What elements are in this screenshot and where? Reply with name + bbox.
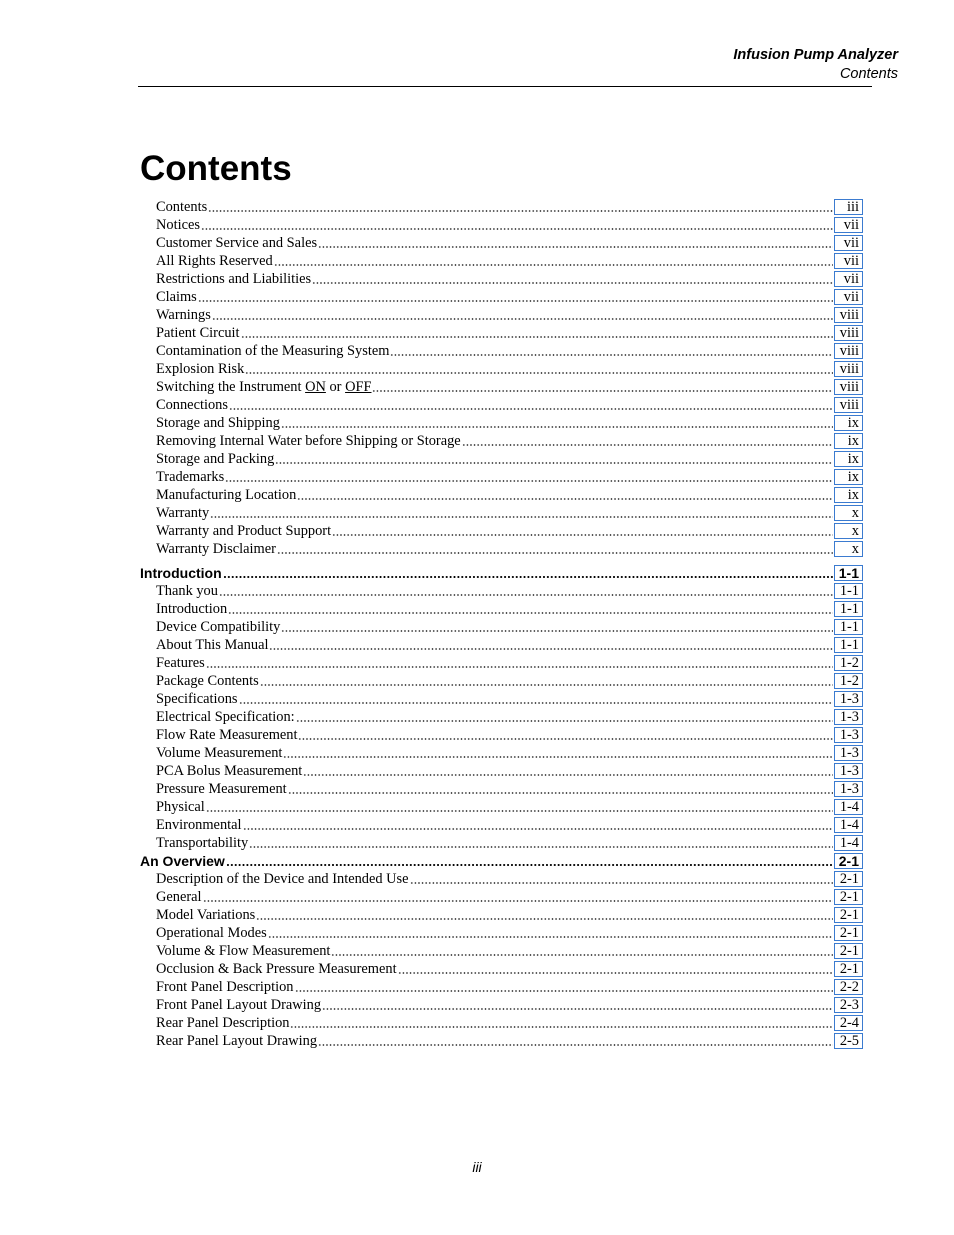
page-link[interactable]: viii xyxy=(834,397,863,413)
page-link[interactable]: viii xyxy=(834,343,863,359)
page-link[interactable]: x xyxy=(834,541,863,557)
toc-entry[interactable] xyxy=(140,942,863,960)
toc-entry-label: All Rights Reserved xyxy=(156,252,273,269)
dot-leader xyxy=(312,273,833,285)
dot-leader xyxy=(223,567,833,579)
toc-entry-label: An Overview xyxy=(140,853,225,869)
toc-entry-label: Device Compatibility xyxy=(156,618,281,635)
page-link[interactable]: 1-3 xyxy=(834,727,863,743)
page-link[interactable]: 1-4 xyxy=(834,835,863,851)
toc-entry-label: Storage and Shipping xyxy=(156,414,280,431)
page-link[interactable]: ix xyxy=(834,487,863,503)
toc-entry-label: Rear Panel Description xyxy=(156,1014,290,1031)
dot-leader xyxy=(212,309,833,321)
toc-entry-label: Trademarks xyxy=(156,468,225,485)
dot-leader xyxy=(295,981,834,993)
toc-entry-label: Description of the Device and Intended Use xyxy=(156,870,409,887)
toc-entry-label xyxy=(140,379,371,396)
toc-entry[interactable] xyxy=(140,504,863,522)
dot-leader xyxy=(226,855,833,867)
page-link[interactable]: 1-4 xyxy=(834,817,863,833)
dot-leader xyxy=(281,621,833,633)
dot-leader xyxy=(372,381,833,393)
toc-entry[interactable] xyxy=(140,216,863,234)
toc-entry-label: Operational Modes xyxy=(156,924,267,941)
toc-entry-label: Restrictions and Liabilities xyxy=(156,270,312,287)
toc-entry-label: Warranty Disclaimer xyxy=(156,540,276,557)
toc-entry-label: Thank you xyxy=(156,582,218,599)
dot-leader xyxy=(297,489,833,501)
dot-leader xyxy=(318,237,833,249)
toc-entry-label: Volume Measurement xyxy=(156,744,283,761)
toc-entry-label: Environmental xyxy=(156,816,242,833)
toc-entry-label: Warranty and Product Support xyxy=(156,522,332,539)
dot-leader xyxy=(462,435,833,447)
underlined-term: OFF xyxy=(345,378,372,395)
page-number: iii xyxy=(472,1159,482,1175)
toc-entry[interactable] xyxy=(140,744,863,762)
page-link[interactable]: 1-3 xyxy=(834,781,863,797)
dot-leader xyxy=(203,891,833,903)
toc-entry-label: Specifications xyxy=(156,690,238,707)
toc-entry[interactable] xyxy=(140,582,863,600)
toc-entry-label: Customer Service and Sales xyxy=(156,234,318,251)
dot-leader xyxy=(260,675,833,687)
dot-leader xyxy=(281,417,833,429)
page-link[interactable]: 1-4 xyxy=(834,799,863,815)
page-link[interactable]: 2-1 xyxy=(834,943,863,959)
dot-leader xyxy=(269,639,833,651)
page-title: Contents xyxy=(140,149,292,188)
toc-entry-label: Manufacturing Location xyxy=(156,486,297,503)
dot-leader xyxy=(410,873,833,885)
page-link[interactable]: vii xyxy=(834,235,863,251)
toc-entry-label: About This Manual xyxy=(156,636,269,653)
toc-entry[interactable] xyxy=(140,1014,863,1032)
toc-entry-label: Electrical Specification: xyxy=(156,708,295,725)
underlined-term: ON xyxy=(305,378,326,395)
page-link[interactable]: 2-1 xyxy=(834,853,863,869)
toc-entry-label: Rear Panel Layout Drawing xyxy=(156,1032,318,1049)
toc-entry[interactable] xyxy=(140,306,863,324)
dot-leader xyxy=(398,963,833,975)
page-link[interactable]: 1-1 xyxy=(834,601,863,617)
dot-leader xyxy=(256,909,833,921)
toc-entry[interactable] xyxy=(140,198,863,216)
page-link[interactable]: vii xyxy=(834,271,863,287)
document-title: Infusion Pump Analyzer xyxy=(733,47,898,63)
toc-entry[interactable] xyxy=(140,816,863,834)
toc-entry[interactable] xyxy=(140,396,863,414)
page-link[interactable]: 2-3 xyxy=(834,997,863,1013)
toc-entry[interactable] xyxy=(140,672,863,690)
toc-entry-label: Removing Internal Water before Shipping or Storage xyxy=(156,432,461,449)
dot-leader xyxy=(241,327,833,339)
toc-entry[interactable] xyxy=(140,978,863,996)
page-link[interactable]: viii xyxy=(834,361,863,377)
toc-entry[interactable] xyxy=(140,906,863,924)
toc-entry[interactable] xyxy=(140,1032,863,1050)
dot-leader xyxy=(201,219,833,231)
page-link[interactable]: 2-5 xyxy=(834,1033,863,1049)
toc-entry[interactable] xyxy=(140,834,863,852)
page-link[interactable]: ix xyxy=(834,451,863,467)
dot-leader xyxy=(283,747,833,759)
toc-entry[interactable] xyxy=(140,414,863,432)
page-link[interactable]: 2-4 xyxy=(834,1015,863,1031)
page-link[interactable]: 2-1 xyxy=(834,907,863,923)
toc-chapter-entry[interactable] xyxy=(140,564,863,582)
page-link[interactable]: vii xyxy=(834,289,863,305)
page-link[interactable]: vii xyxy=(834,253,863,269)
toc-entry-label: Volume & Flow Measurement xyxy=(156,942,331,959)
page-link[interactable]: 2-1 xyxy=(834,889,863,905)
toc-entry-label: PCA Bolus Measurement xyxy=(156,762,303,779)
toc-entry[interactable] xyxy=(140,324,863,342)
page-link[interactable]: 2-1 xyxy=(834,961,863,977)
page-link[interactable]: viii xyxy=(834,325,863,341)
toc-entry[interactable] xyxy=(140,486,863,504)
dot-leader xyxy=(208,201,833,213)
dot-leader xyxy=(274,255,833,267)
page-link[interactable]: x xyxy=(834,523,863,539)
toc-entry[interactable] xyxy=(140,636,863,654)
toc-entry-label: Flow Rate Measurement xyxy=(156,726,298,743)
toc-entry[interactable] xyxy=(140,762,863,780)
dot-leader xyxy=(206,801,833,813)
label-text: Switching the Instrument xyxy=(156,378,306,395)
toc-entry[interactable] xyxy=(140,540,863,558)
toc-entry[interactable] xyxy=(140,960,863,978)
dot-leader xyxy=(332,525,833,537)
toc-chapter-entry[interactable] xyxy=(140,852,863,870)
toc-entry[interactable] xyxy=(140,780,863,798)
page-link[interactable]: 1-1 xyxy=(834,619,863,635)
toc-entry-label: Model Variations xyxy=(156,906,256,923)
header-rule xyxy=(138,86,872,87)
toc-entry[interactable] xyxy=(140,288,863,306)
toc-entry-label: Introduction xyxy=(140,565,222,581)
dot-leader xyxy=(268,927,833,939)
page-link[interactable]: viii xyxy=(834,307,863,323)
toc-entry-label: Explosion Risk xyxy=(156,360,245,377)
dot-leader xyxy=(219,585,833,597)
toc-entry-label: Patient Circuit xyxy=(156,324,240,341)
page-link[interactable]: 1-2 xyxy=(834,655,863,671)
toc-entry[interactable] xyxy=(140,600,863,618)
dot-leader xyxy=(243,819,833,831)
toc-entry[interactable] xyxy=(140,360,863,378)
page-link[interactable]: 2-2 xyxy=(834,979,863,995)
dot-leader xyxy=(277,543,833,555)
page-link[interactable]: 2-1 xyxy=(834,871,863,887)
dot-leader xyxy=(296,711,833,723)
dot-leader xyxy=(298,729,833,741)
dot-leader xyxy=(318,1035,833,1047)
toc-entry-label: Package Contents xyxy=(156,672,259,689)
toc-entry-label: Connections xyxy=(156,396,228,413)
page-link[interactable]: 1-2 xyxy=(834,673,863,689)
page-link[interactable]: 1-3 xyxy=(834,709,863,725)
toc-entry[interactable] xyxy=(140,432,863,450)
toc-entry[interactable] xyxy=(140,654,863,672)
toc-entry[interactable] xyxy=(140,234,863,252)
toc-entry[interactable] xyxy=(140,708,863,726)
dot-leader xyxy=(290,1017,833,1029)
page-link[interactable]: 1-1 xyxy=(834,565,863,581)
page-link[interactable]: 1-3 xyxy=(834,691,863,707)
dot-leader xyxy=(303,765,833,777)
page-link[interactable]: 1-3 xyxy=(834,763,863,779)
dot-leader xyxy=(390,345,833,357)
toc-entry[interactable] xyxy=(140,522,863,540)
table-of-contents xyxy=(140,198,863,1050)
toc-entry[interactable] xyxy=(140,870,863,888)
page-link[interactable]: ix xyxy=(834,433,863,449)
toc-entry[interactable] xyxy=(140,888,863,906)
toc-entry[interactable] xyxy=(140,378,863,396)
toc-entry[interactable] xyxy=(140,726,863,744)
toc-entry-label: Occlusion & Back Pressure Measurement xyxy=(156,960,397,977)
toc-entry[interactable] xyxy=(140,252,863,270)
dot-leader xyxy=(288,783,833,795)
toc-entry-label: Features xyxy=(156,654,205,671)
toc-entry[interactable] xyxy=(140,450,863,468)
page-link[interactable]: viii xyxy=(834,379,863,395)
toc-entry[interactable] xyxy=(140,798,863,816)
dot-leader xyxy=(322,999,833,1011)
toc-entry[interactable] xyxy=(140,342,863,360)
dot-leader xyxy=(229,399,833,411)
dot-leader xyxy=(239,693,833,705)
page-link[interactable]: 1-3 xyxy=(834,745,863,761)
dot-leader xyxy=(331,945,833,957)
toc-entry[interactable] xyxy=(140,996,863,1014)
dot-leader xyxy=(198,291,833,303)
toc-entry-label: Transportability xyxy=(156,834,249,851)
toc-entry-label: Contents xyxy=(156,198,208,215)
dot-leader xyxy=(210,507,833,519)
toc-entry[interactable] xyxy=(140,618,863,636)
page-link[interactable]: ix xyxy=(834,415,863,431)
toc-entry-label: Physical xyxy=(156,798,205,815)
page-link[interactable]: vii xyxy=(834,217,863,233)
dot-leader xyxy=(275,453,833,465)
toc-entry-label: Claims xyxy=(156,288,197,305)
toc-entry[interactable] xyxy=(140,924,863,942)
toc-entry-label: Notices xyxy=(156,216,200,233)
toc-entry-label: Storage and Packing xyxy=(156,450,275,467)
label-text: or xyxy=(325,378,346,395)
toc-entry-label: Introduction xyxy=(156,600,228,617)
section-name: Contents xyxy=(839,66,898,82)
toc-entry-label: Pressure Measurement xyxy=(156,780,287,797)
page-link[interactable]: x xyxy=(834,505,863,521)
running-header xyxy=(733,46,898,84)
dot-leader xyxy=(225,471,833,483)
toc-entry-label: Front Panel Description xyxy=(156,978,294,995)
toc-entry-label: Warnings xyxy=(156,306,211,323)
toc-entry[interactable] xyxy=(140,468,863,486)
toc-entry-label: Front Panel Layout Drawing xyxy=(156,996,322,1013)
page-link[interactable]: 2-1 xyxy=(834,925,863,941)
page-link[interactable]: iii xyxy=(834,199,863,215)
toc-entry-label: Warranty xyxy=(156,504,210,521)
dot-leader xyxy=(228,603,833,615)
dot-leader xyxy=(249,837,833,849)
toc-entry[interactable] xyxy=(140,690,863,708)
toc-entry-label: General xyxy=(156,888,202,905)
toc-entry[interactable] xyxy=(140,270,863,288)
page-link[interactable]: 1-1 xyxy=(834,583,863,599)
page-link[interactable]: 1-1 xyxy=(834,637,863,653)
dot-leader xyxy=(245,363,833,375)
toc-entry-label: Contamination of the Measuring System xyxy=(156,342,390,359)
dot-leader xyxy=(206,657,833,669)
page-link[interactable]: ix xyxy=(834,469,863,485)
